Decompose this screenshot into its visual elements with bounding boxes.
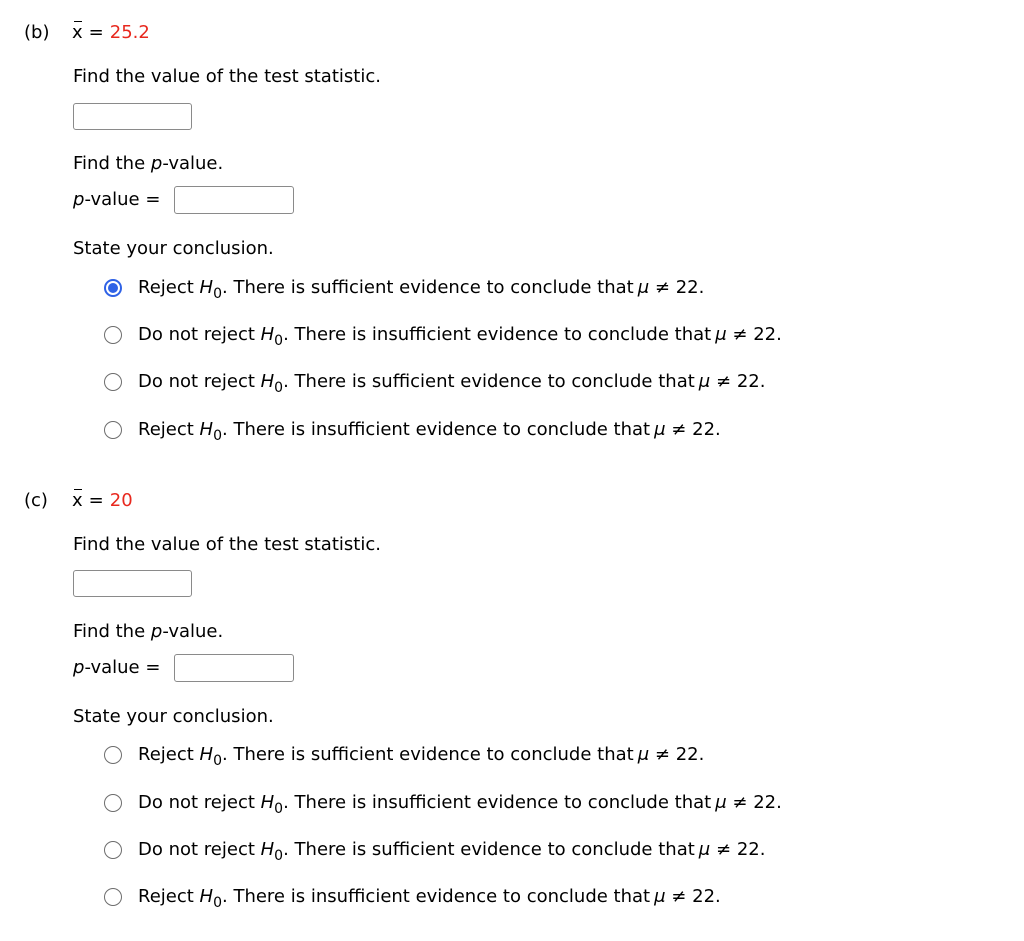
hypothesized-mean: 22. [675,744,705,765]
hypothesized-mean: 22. [675,277,705,298]
option-verdict: Do not reject [138,371,261,392]
option-statement: . There is sufficient evidence to conclude that [283,839,695,860]
sample-mean-value: 25.2 [109,22,150,43]
option-label [138,884,721,910]
pvalue-prompt-post: -value. [162,153,224,174]
h-subscript: 0 [213,753,222,769]
h-subscript: 0 [213,895,222,911]
h-subscript: 0 [213,428,222,444]
not-equal-symbol: ≠ [654,277,670,298]
not-equal-symbol: ≠ [715,839,732,860]
pvalue-label-post: -value = [84,189,161,210]
radio-button[interactable] [104,326,122,344]
h-subscript: 0 [274,801,284,817]
option-label [138,369,765,395]
h-symbol: H [260,792,275,813]
h-symbol: H [199,277,214,298]
equals-sign: = [88,490,104,511]
option-statement: . There is insufficient evidence to conclude that [222,419,651,440]
option-statement: . There is insufficient evidence to conclude that [283,324,712,345]
option-verdict: Do not reject [138,792,261,813]
null-hypothesis [199,744,222,769]
h-subscript: 0 [274,333,284,349]
radio-button[interactable] [104,279,122,297]
h-symbol: H [199,886,214,907]
equals-sign: = [88,22,104,43]
mu-symbol: μ [715,792,727,813]
mu-symbol: μ [654,419,666,440]
null-hypothesis [199,886,222,911]
pvalue-prompt-p: p [150,153,163,174]
pvalue-prompt-p: p [150,621,163,642]
h-symbol: H [260,839,275,860]
radio-button[interactable] [104,888,122,906]
mu-symbol: μ [637,277,650,298]
part-label: (c) [24,490,48,511]
option-statement: . There is sufficient evidence to conclude that [222,277,634,298]
option-label [138,275,704,301]
x-bar-symbol: x [72,490,83,511]
not-equal-symbol: ≠ [671,419,687,440]
not-equal-symbol: ≠ [715,371,732,392]
null-hypothesis [260,792,284,817]
pvalue-label-post: -value = [84,657,161,678]
radio-button[interactable] [104,373,122,391]
option-statement: . There is insufficient evidence to conclude that [283,792,712,813]
null-hypothesis [260,839,284,864]
option-statement: . There is sufficient evidence to conclude that [222,744,634,765]
part-c-header [24,489,133,513]
not-equal-symbol: ≠ [732,324,748,345]
pvalue-label-p: p [73,189,85,210]
pvalue-prompt [73,152,223,176]
option-verdict: Reject [138,419,200,440]
test-statistic-prompt: Find the value of the test statistic. [73,534,381,555]
option-verdict: Do not reject [138,324,261,345]
hypothesized-mean: 22. [736,839,766,860]
hypothesized-mean: 22. [753,792,782,813]
h-subscript: 0 [274,848,284,864]
hypothesized-mean: 22. [753,324,782,345]
part-label: (b) [24,22,50,43]
option-label [138,742,704,768]
h-symbol: H [199,744,214,765]
option-verdict: Reject [138,886,200,907]
mu-symbol: μ [715,324,727,345]
option-statement: . There is sufficient evidence to conclude that [283,371,695,392]
radio-button[interactable] [104,841,122,859]
option-verdict: Reject [138,744,200,765]
not-equal-symbol: ≠ [732,792,748,813]
h-subscript: 0 [213,286,222,302]
h-symbol: H [199,419,214,440]
not-equal-symbol: ≠ [654,744,670,765]
hypothesized-mean: 22. [692,886,721,907]
radio-button[interactable] [104,421,122,439]
radio-button[interactable] [104,746,122,764]
test-statistic-prompt: Find the value of the test statistic. [73,66,381,87]
mu-symbol: μ [637,744,650,765]
conclusion-prompt: State your conclusion. [73,706,274,727]
mu-symbol: μ [654,886,666,907]
test-statistic-input[interactable] [73,103,192,130]
null-hypothesis [199,419,222,444]
pvalue-label-p: p [73,657,85,678]
pvalue-input[interactable] [174,186,294,214]
hypothesized-mean: 22. [736,371,766,392]
pvalue-prompt [73,620,223,644]
test-statistic-input[interactable] [73,570,192,597]
sample-mean-value: 20 [109,490,133,511]
option-label [138,417,721,443]
conclusion-prompt: State your conclusion. [73,238,274,259]
part-b-header [24,21,150,45]
option-label [138,790,782,816]
pvalue-prompt-pre: Find the [73,621,151,642]
null-hypothesis [260,324,284,349]
option-statement: . There is insufficient evidence to conclude that [222,886,651,907]
pvalue-prompt-post: -value. [162,621,224,642]
pvalue-label [73,656,160,680]
not-equal-symbol: ≠ [671,886,687,907]
hypothesized-mean: 22. [692,419,721,440]
pvalue-input[interactable] [174,654,294,682]
radio-button[interactable] [104,794,122,812]
mu-symbol: μ [698,371,711,392]
option-verdict: Reject [138,277,200,298]
h-subscript: 0 [274,380,284,396]
h-symbol: H [260,371,275,392]
option-label [138,837,765,863]
null-hypothesis [260,371,284,396]
option-verdict: Do not reject [138,839,261,860]
option-label [138,322,782,348]
null-hypothesis [199,277,222,302]
x-bar-symbol: x [72,22,83,43]
h-symbol: H [260,324,275,345]
mu-symbol: μ [698,839,711,860]
pvalue-prompt-pre: Find the [73,153,151,174]
pvalue-label [73,188,160,212]
